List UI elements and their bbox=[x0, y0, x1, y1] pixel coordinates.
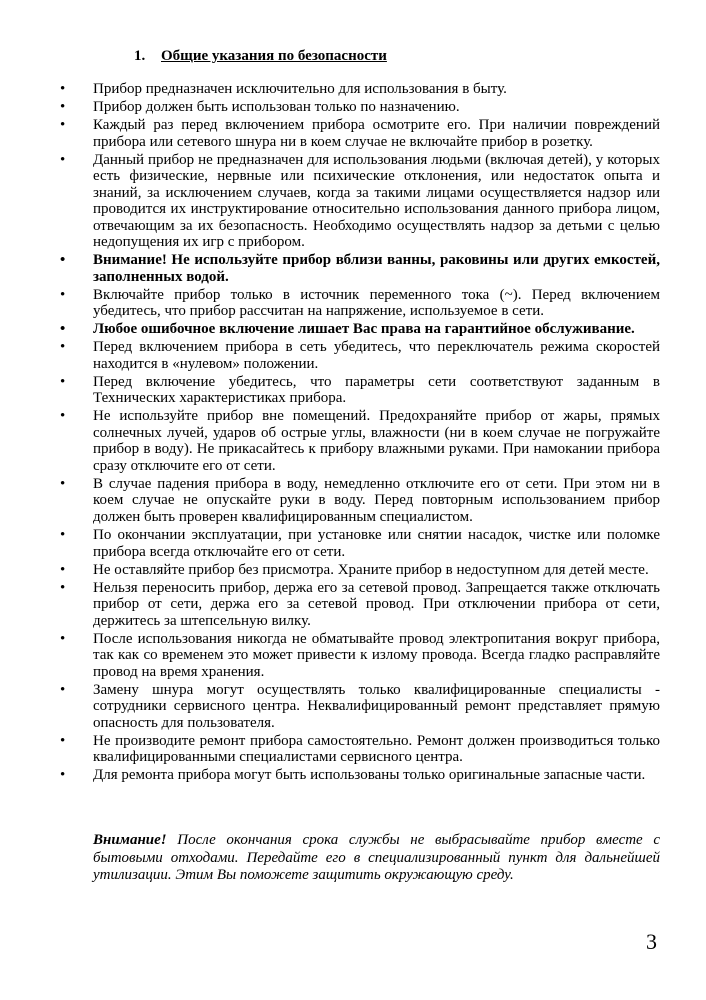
list-item-text: Включайте прибор только в источник переменного тока (~). Перед включением убедитесь, что прибор рассчитан на напряжение, используемое в сети. bbox=[93, 286, 660, 320]
bullet-icon: • bbox=[60, 117, 66, 134]
list-item-text: Перед включением прибора в сеть убедитесь, что переключатель режима скоростей находится в «нулевом» положении. bbox=[93, 339, 660, 372]
bullet-icon: • bbox=[60, 252, 66, 269]
disposal-note bbox=[93, 832, 660, 885]
list-item bbox=[60, 287, 660, 320]
list-item bbox=[60, 321, 660, 338]
list-item-text: Данный прибор не предназначен для использования людьми (включая детей), у которых есть физические, нервные или психические отклонения, или недостаток опыта и знаний, за исключением случаев, когда за такими лицами осуществляется надзор или проводится их инструктирование относительно использования данного прибора лицом, отвечающим за их безопасность. Необходимо осуществлять надзор за детьми с целью недопущения их игр с прибором. bbox=[93, 151, 660, 251]
note-lead: Внимание! bbox=[93, 832, 167, 848]
bullet-icon: • bbox=[60, 81, 66, 97]
bullet-icon: • bbox=[60, 373, 66, 390]
list-item bbox=[60, 408, 660, 474]
list-item-text: Не оставляйте прибор без присмотра. Храните прибор в недоступном для детей месте. bbox=[93, 561, 649, 578]
page-number: 3 bbox=[646, 929, 657, 954]
bullet-icon: • bbox=[60, 286, 66, 303]
note-text: После окончания срока службы не выбрасывайте прибор вместе с бытовыми отходами. Передайте его в специализированный пункт для дальнейшей утилизации. Этим Вы поможете защитить окружающую среду. bbox=[93, 832, 660, 883]
list-item-text: Перед включение убедитесь, что параметры сети соответствуют заданным в Технических характеристиках прибора. bbox=[93, 373, 660, 407]
list-item-text: Для ремонта прибора могут быть использованы только оригинальные запасные части. bbox=[93, 767, 646, 784]
bullet-icon: • bbox=[60, 630, 66, 647]
list-item bbox=[60, 733, 660, 766]
list-item bbox=[60, 580, 660, 630]
bullet-icon: • bbox=[60, 408, 66, 425]
list-item bbox=[60, 252, 660, 285]
list-item bbox=[60, 562, 660, 579]
list-item bbox=[60, 682, 660, 732]
list-item bbox=[60, 117, 660, 150]
bullet-icon: • bbox=[60, 321, 66, 338]
bullet-icon: • bbox=[60, 339, 66, 356]
bullet-icon: • bbox=[60, 732, 66, 749]
list-item-text: По окончании эксплуатации, при установке или снятии насадок, чистке или поломке прибора всегда отключайте его от сети. bbox=[93, 527, 660, 560]
section-title: Общие указания по безопасности bbox=[161, 48, 387, 64]
list-item bbox=[60, 99, 660, 116]
section-number: 1. bbox=[134, 48, 146, 64]
list-item-text: После использования никогда не обматывайте провод электропитания вокруг прибора, так как со временем это может привести к излому провода. Всегда гладко расправляйте провод на время хранения. bbox=[93, 630, 660, 680]
list-item bbox=[60, 631, 660, 681]
bullet-icon: • bbox=[60, 681, 66, 698]
list-item-text: Прибор предназначен исключительно для использования в быту. bbox=[93, 81, 507, 97]
list-item bbox=[60, 767, 660, 784]
list-item bbox=[60, 374, 660, 407]
bullet-icon: • bbox=[60, 151, 66, 168]
list-item bbox=[60, 152, 660, 251]
list-item-text: Не используйте прибор вне помещений. Предохраняйте прибор от жары, прямых солнечных лучей, ударов об острые углы, влажности (ни в коем случае не погружайте прибор в воду). Не прикасайтесь к прибору влажными руками. При намокании прибора сразу отключите его от сети. bbox=[93, 408, 660, 474]
list-item-text: Каждый раз перед включением прибора осмотрите его. При наличии повреждений прибора или сетевого шнура ни в коем случае не включайте прибор в розетку. bbox=[93, 117, 660, 150]
list-item-text: Нельзя переносить прибор, держа его за сетевой провод. Запрещается также отключать прибор от сети, держа его за сетевой провод. При отключении прибора от сети, держитесь за штепсельную вилку. bbox=[93, 579, 660, 629]
list-item bbox=[60, 339, 660, 372]
bullet-icon: • bbox=[60, 561, 66, 578]
list-item bbox=[60, 527, 660, 560]
bullet-icon: • bbox=[60, 579, 66, 596]
bullet-icon: • bbox=[60, 475, 66, 492]
list-item bbox=[60, 476, 660, 526]
list-item bbox=[60, 81, 660, 98]
bullet-icon: • bbox=[60, 767, 66, 784]
list-item-text: Внимание! Не используйте прибор вблизи ванны, раковины или других емкостей, заполненных водой. bbox=[93, 252, 660, 285]
list-item-text: В случае падения прибора в воду, немедленно отключите его от сети. При этом ни в коем случае не опускайте руки в воду. Перед повторным использованием прибор должен быть проверен квалифицированным специалистом. bbox=[93, 475, 660, 525]
bullet-icon: • bbox=[60, 99, 66, 116]
safety-instructions-list bbox=[60, 81, 660, 785]
section-heading bbox=[134, 47, 387, 66]
list-item-text: Прибор должен быть использован только по назначению. bbox=[93, 99, 460, 116]
list-item-text: Любое ошибочное включение лишает Вас права на гарантийное обслуживание. bbox=[93, 321, 635, 338]
list-item-text: Не производите ремонт прибора самостоятельно. Ремонт должен производиться только квалифицированными специалистами сервисного центра. bbox=[93, 732, 660, 766]
list-item-text: Замену шнура могут осуществлять только квалифицированные специалисты - сотрудники сервисного центра. Неквалифицированный ремонт представляет прямую опасность для пользователя. bbox=[93, 681, 660, 731]
bullet-icon: • bbox=[60, 527, 66, 544]
